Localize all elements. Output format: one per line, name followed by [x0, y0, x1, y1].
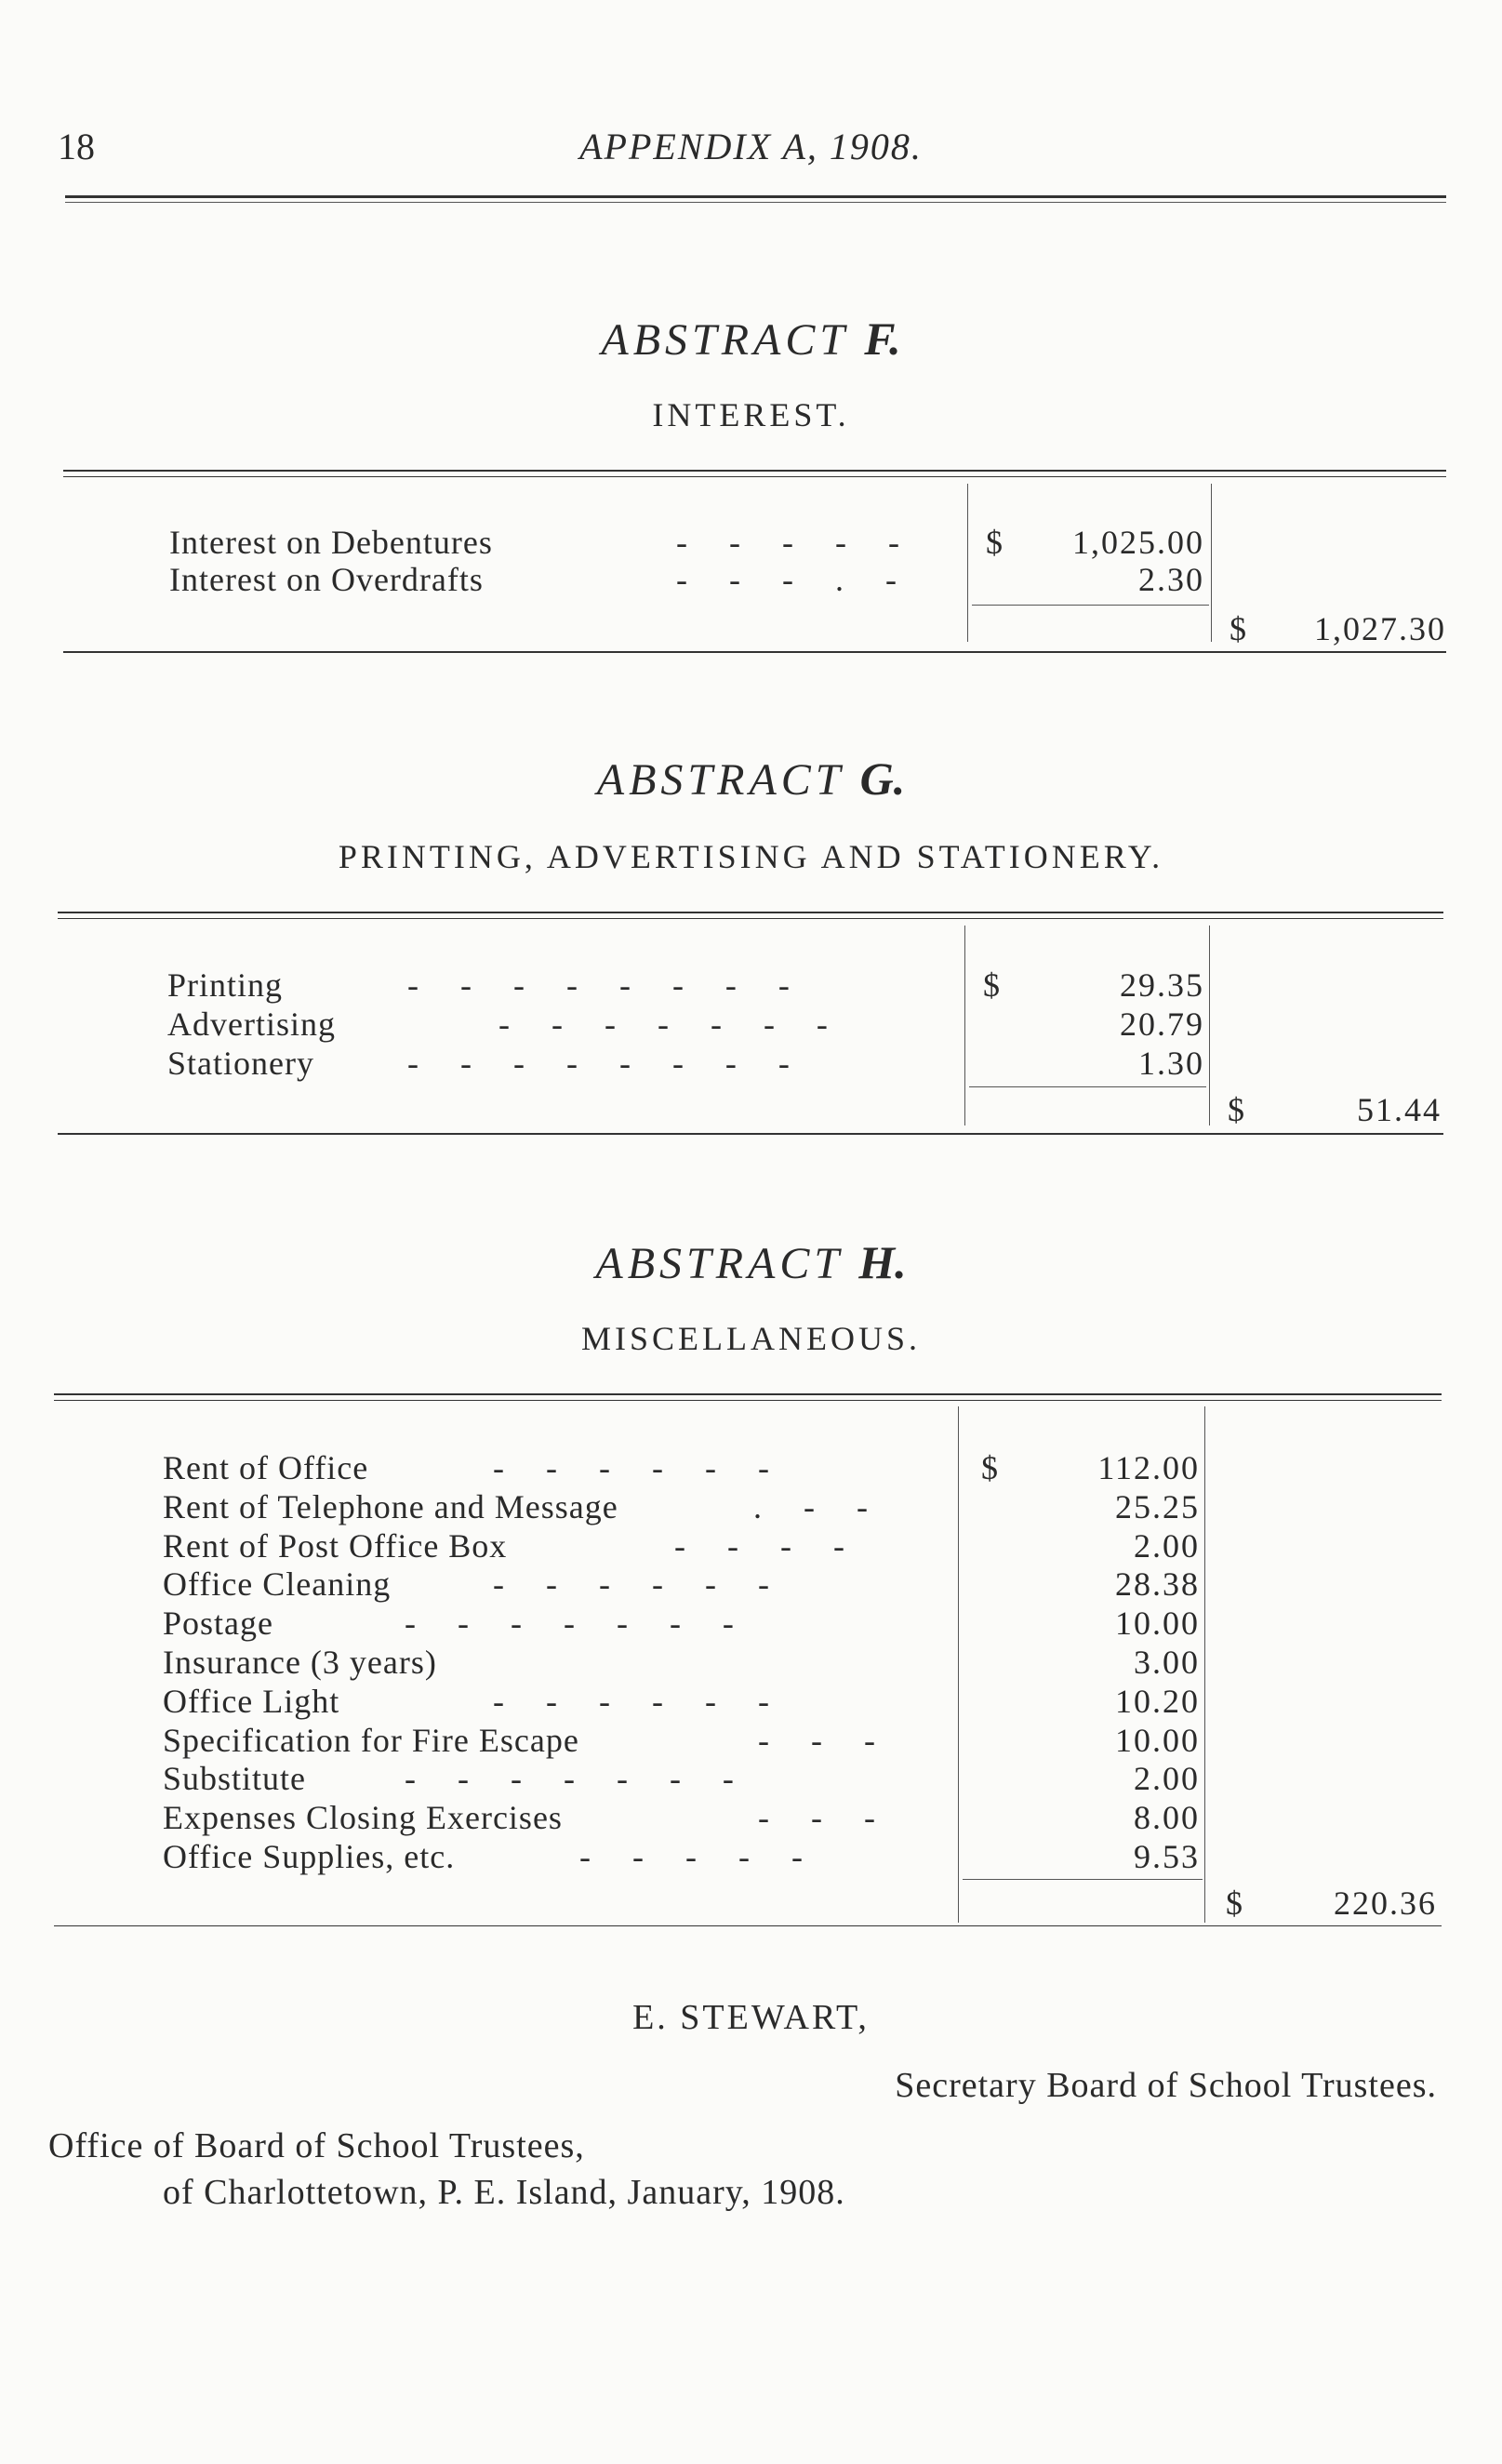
abstract-g-col-line-1 — [964, 926, 965, 1125]
leader-dots: - - - — [758, 1799, 875, 1836]
row-amount: 25.25 — [1115, 1488, 1200, 1525]
row-amount: 10.20 — [1115, 1683, 1200, 1720]
currency-symbol: $ — [981, 1449, 998, 1486]
abstract-f-col-line-2 — [1211, 484, 1212, 642]
row-label: Interest on Debentures — [169, 524, 493, 561]
leader-dots: - - - - - - - - — [407, 966, 790, 1004]
office-line-1: Office of Board of School Trustees, — [48, 2126, 585, 2165]
row-amount: 28.38 — [1115, 1565, 1200, 1603]
abstract-f-title — [0, 312, 1502, 366]
abstract-g-letter: G. — [859, 753, 906, 805]
subtotal-rule — [972, 605, 1209, 606]
row-amount: 3.00 — [1134, 1644, 1200, 1681]
signatory-role: Secretary Board of School Trustees. — [895, 2066, 1437, 2105]
abstract-f-col-line-1 — [967, 484, 968, 642]
abstract-h-letter: H. — [858, 1236, 907, 1288]
currency-symbol: $ — [1230, 610, 1246, 647]
abstract-h-col-line-2 — [1204, 1406, 1205, 1923]
row-label: Specification for Fire Escape — [163, 1722, 579, 1759]
leader-dots: - - - - - - - — [405, 1605, 734, 1642]
header-rule — [65, 195, 1446, 203]
row-label: Postage — [163, 1605, 273, 1642]
leader-dots: - - - - - — [579, 1838, 803, 1875]
row-label: Stationery — [167, 1045, 314, 1082]
row-amount: 20.79 — [1120, 1006, 1204, 1043]
abstract-h-bottom-rule — [54, 1925, 1442, 1926]
leader-dots: - - - . - — [676, 561, 897, 598]
abstract-f-top-rule — [63, 470, 1446, 477]
row-amount: 1.30 — [1138, 1045, 1204, 1082]
abstract-g-total: 51.44 — [1357, 1091, 1442, 1128]
leader-dots: - - - - - - — [493, 1449, 769, 1486]
row-amount: 29.35 — [1120, 966, 1204, 1004]
abstract-g-title — [0, 752, 1502, 806]
row-label: Substitute — [163, 1760, 307, 1797]
abstract-g-col-line-2 — [1209, 926, 1210, 1125]
page-number: 18 — [58, 126, 95, 167]
row-label: Rent of Office — [163, 1449, 369, 1486]
abstract-f-subtitle: INTEREST. — [652, 396, 850, 433]
currency-symbol: $ — [1226, 1885, 1243, 1922]
row-amount: 2.00 — [1134, 1527, 1200, 1565]
leader-dots: - - - - - - - - — [407, 1045, 790, 1082]
page-header — [0, 125, 1502, 180]
abstract-h-top-rule — [54, 1393, 1442, 1401]
row-label: Office Light — [163, 1683, 340, 1720]
leader-dots: - - - - - - — [493, 1683, 769, 1720]
row-amount: 1,025.00 — [1072, 524, 1204, 561]
row-label: Expenses Closing Exercises — [163, 1799, 563, 1836]
row-label: Rent of Telephone and Message — [163, 1488, 618, 1525]
abstract-h-title — [0, 1235, 1502, 1289]
row-label: Rent of Post Office Box — [163, 1527, 508, 1565]
row-amount: 2.00 — [1134, 1760, 1200, 1797]
abstract-h-total: 220.36 — [1334, 1885, 1437, 1922]
office-line-2: of Charlottetown, P. E. Island, January, 1908. — [163, 2173, 845, 2212]
abstract-f-title-word: ABSTRACT — [601, 315, 849, 365]
leader-dots: - - - - - - - — [405, 1760, 734, 1797]
row-label: Insurance (3 years) — [163, 1644, 437, 1681]
subtotal-rule — [969, 1086, 1206, 1087]
row-amount: 2.30 — [1138, 561, 1204, 598]
abstract-f-letter: F. — [864, 313, 901, 365]
row-label: Advertising — [167, 1006, 336, 1043]
abstract-h-subtitle: MISCELLANEOUS. — [580, 1320, 921, 1357]
row-amount: 10.00 — [1115, 1722, 1200, 1759]
leader-dots: - - - — [758, 1722, 875, 1759]
row-amount: 9.53 — [1134, 1838, 1200, 1875]
row-label: Printing — [167, 966, 284, 1004]
abstract-g-subtitle: PRINTING, ADVERTISING AND STATIONERY. — [338, 838, 1164, 875]
signatory-name: E. STEWART, — [632, 1998, 870, 2037]
subtotal-rule — [963, 1879, 1203, 1880]
abstract-g-title-word: ABSTRACT — [596, 755, 844, 805]
leader-dots: - - - - - - — [493, 1565, 769, 1603]
row-amount: 10.00 — [1115, 1605, 1200, 1642]
abstract-h-col-line-1 — [958, 1406, 959, 1923]
currency-symbol: $ — [986, 524, 1003, 561]
leader-dots: - - - - - - - — [498, 1006, 828, 1043]
abstract-g-top-rule — [58, 912, 1443, 919]
row-label: Office Supplies, etc. — [163, 1838, 456, 1875]
leader-dots: . - - — [753, 1488, 868, 1525]
running-title: APPENDIX A, 1908. — [579, 126, 923, 167]
row-label: Interest on Overdrafts — [169, 561, 484, 598]
leader-dots: - - - - — [674, 1527, 844, 1565]
currency-symbol: $ — [983, 966, 1000, 1004]
currency-symbol: $ — [1228, 1091, 1244, 1128]
abstract-h-title-word: ABSTRACT — [595, 1239, 844, 1288]
abstract-f-total: 1,027.30 — [1314, 610, 1446, 647]
abstract-g-bottom-rule — [58, 1133, 1443, 1135]
abstract-f-bottom-rule — [63, 651, 1446, 653]
row-amount: 8.00 — [1134, 1799, 1200, 1836]
row-amount: 112.00 — [1097, 1449, 1200, 1486]
leader-dots: - - - - - — [676, 524, 899, 561]
row-label: Office Cleaning — [163, 1565, 392, 1603]
